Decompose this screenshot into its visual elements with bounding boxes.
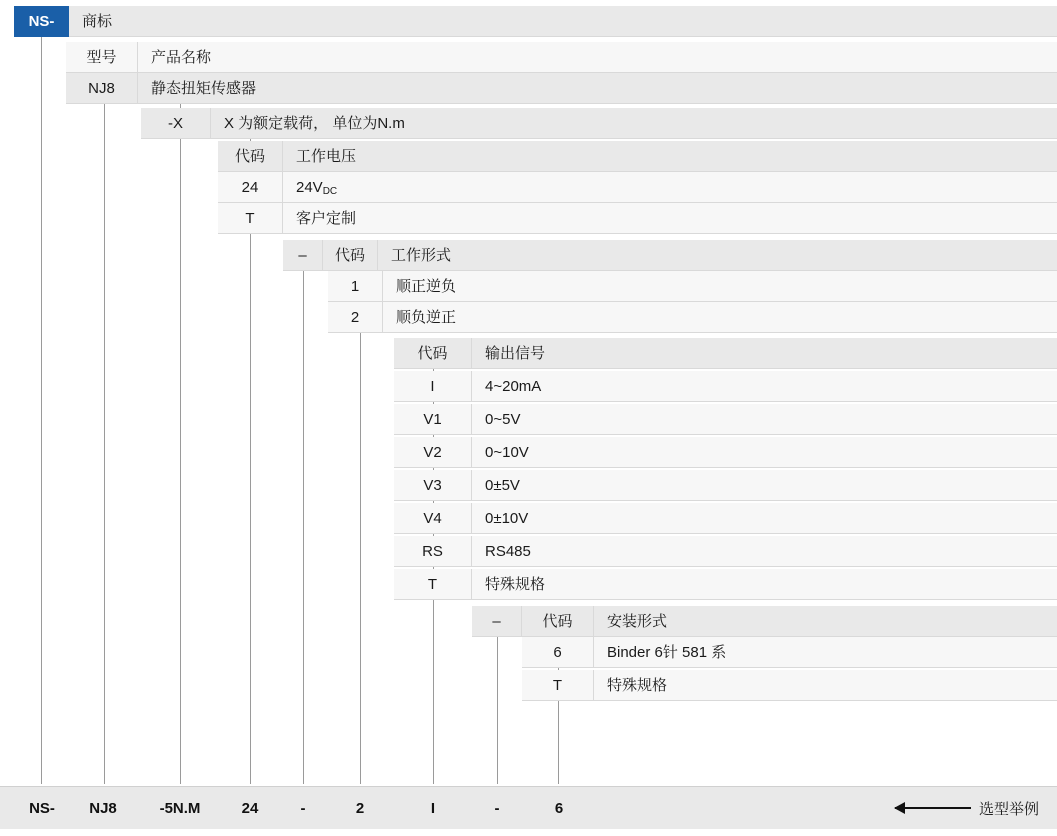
load-code: -X: [141, 108, 211, 139]
row-brand: [14, 6, 1057, 37]
signal-v4-desc: 0±10V: [472, 503, 1057, 534]
row-load: [141, 108, 1057, 139]
summary-work: 2: [355, 799, 365, 817]
mount-6-code: 6: [522, 637, 594, 668]
signal-rs-code: RS: [394, 536, 472, 567]
row-signal-i: [394, 371, 1057, 402]
example-note-wrap: [895, 787, 1039, 829]
mount-t-code: T: [522, 670, 594, 701]
mount-header-desc: 安装形式: [594, 606, 1057, 637]
voltage-header-desc: 工作电压: [283, 141, 1057, 172]
connector-line-work: [360, 270, 361, 784]
row-voltage-24: [218, 172, 1057, 203]
row-signal-v2: [394, 437, 1057, 468]
row-signal-v4: [394, 503, 1057, 534]
connector-line-voltage: [250, 138, 251, 784]
model-label-code: 型号: [66, 42, 138, 73]
brand-code: NS-: [14, 6, 69, 37]
voltage-24-value: 24VDC: [296, 178, 338, 197]
work-header-code: 代码: [323, 240, 378, 271]
mount-dash: –: [472, 606, 522, 637]
row-mount-t: [522, 670, 1057, 701]
summary-load: -5N.M: [159, 799, 201, 817]
model-desc: 静态扭矩传感器: [138, 73, 1057, 104]
arrow-left-icon: [895, 807, 971, 809]
row-signal-rs: [394, 536, 1057, 567]
summary-voltage: 24: [241, 799, 259, 817]
work-1-desc: 顺正逆负: [383, 271, 1057, 302]
summary-dash-2: -: [494, 799, 500, 817]
signal-i-desc: 4~20mA: [472, 371, 1057, 402]
summary-dash-1: -: [300, 799, 306, 817]
row-voltage-custom: [218, 203, 1057, 234]
connector-line-load: [180, 104, 181, 784]
connector-line-dash1: [303, 270, 304, 784]
example-note-label: 选型举例: [978, 800, 1039, 818]
row-work-header: [283, 240, 1057, 271]
model-label-desc: 产品名称: [138, 42, 1057, 73]
connector-line-brand: [41, 36, 42, 784]
work-2-code: 2: [328, 302, 383, 333]
signal-i-code: I: [394, 371, 472, 402]
row-signal-header: [394, 338, 1057, 369]
brand-desc: 商标: [69, 6, 1057, 37]
summary-signal: I: [430, 799, 436, 817]
summary-brand: NS-: [29, 799, 55, 817]
voltage-24-code: 24: [218, 172, 283, 203]
signal-v4-code: V4: [394, 503, 472, 534]
work-header-desc: 工作形式: [378, 240, 1057, 271]
row-model: [66, 73, 1057, 104]
work-dash: –: [283, 240, 323, 271]
work-2-desc: 顺负逆正: [383, 302, 1057, 333]
signal-v3-code: V3: [394, 470, 472, 501]
voltage-header-code: 代码: [218, 141, 283, 172]
row-mount-6: [522, 637, 1057, 668]
signal-v3-desc: 0±5V: [472, 470, 1057, 501]
row-work-1: [328, 271, 1057, 302]
summary-mount: 6: [554, 799, 564, 817]
row-signal-v1: [394, 404, 1057, 435]
mount-t-desc: 特殊规格: [594, 670, 1057, 701]
connector-line-dash2: [497, 636, 498, 784]
row-work-2: [328, 302, 1057, 333]
load-desc: X 为额定载荷， 单位为N.m: [211, 108, 1057, 139]
voltage-24-subscript: DC: [322, 185, 338, 197]
summary-bar: [0, 786, 1057, 829]
signal-t-code: T: [394, 569, 472, 600]
signal-v1-code: V1: [394, 404, 472, 435]
work-1-code: 1: [328, 271, 383, 302]
row-signal-t: [394, 569, 1057, 600]
mount-6-desc: Binder 6针 581 系: [594, 637, 1057, 668]
signal-header-code: 代码: [394, 338, 472, 369]
voltage-custom-code: T: [218, 203, 283, 234]
voltage-24-desc: [283, 172, 1057, 203]
row-voltage-header: [218, 141, 1057, 172]
signal-header-desc: 输出信号: [472, 338, 1057, 369]
signal-rs-desc: RS485: [472, 536, 1057, 567]
connector-line-model: [104, 72, 105, 784]
voltage-custom-desc: 客户定制: [283, 203, 1057, 234]
signal-v2-code: V2: [394, 437, 472, 468]
signal-t-desc: 特殊规格: [472, 569, 1057, 600]
mount-header-code: 代码: [522, 606, 594, 637]
row-model-label: [66, 42, 1057, 73]
signal-v2-desc: 0~10V: [472, 437, 1057, 468]
summary-model: NJ8: [89, 799, 117, 817]
signal-v1-desc: 0~5V: [472, 404, 1057, 435]
model-code: NJ8: [66, 73, 138, 104]
row-mount-header: [472, 606, 1057, 637]
row-signal-v3: [394, 470, 1057, 501]
